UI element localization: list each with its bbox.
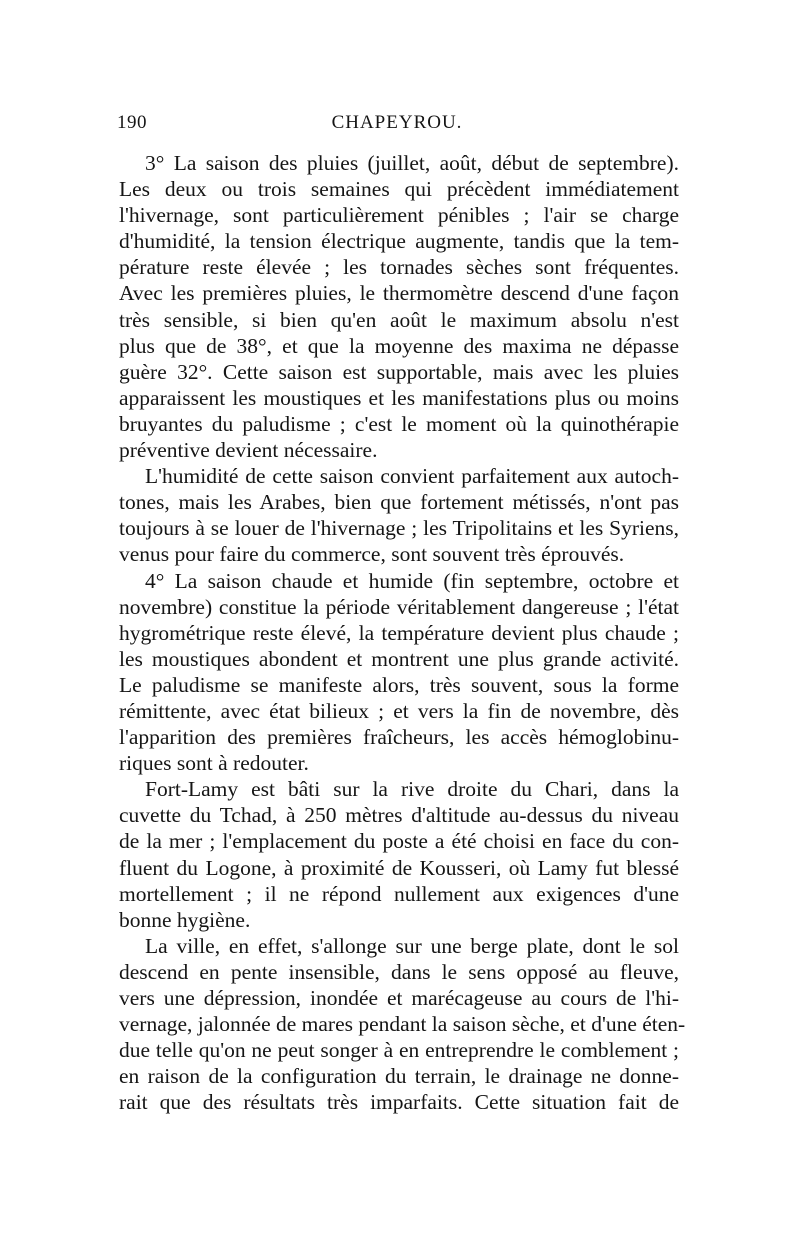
text-line: due telle qu'on ne peut songer à en entreprendre le comblement ; <box>119 1038 679 1063</box>
text-line: tones, mais les Arabes, bien que fortement métissés, n'ont pas <box>119 490 679 515</box>
text-line: préventive devient nécessaire. <box>119 438 378 463</box>
text-line: novembre) constitue la période véritablement dangereuse ; l'état <box>119 594 679 619</box>
text-line: descend en pente insensible, dans le sens opposé au fleuve, <box>119 959 679 984</box>
text-line: vernage, jalonnée de mares pendant la saison sèche, et d'une éten- <box>119 1012 686 1037</box>
text-line: en raison de la configuration du terrain, le drainage ne donne- <box>119 1064 679 1089</box>
text-line: l'apparition des premières fraîcheurs, les accès hémoglobinu- <box>119 725 679 750</box>
text-line: cuvette du Tchad, à 250 mètres d'altitude au-dessus du niveau <box>119 803 679 828</box>
text-line: Le paludisme se manifeste alors, très souvent, sous la forme <box>119 672 679 697</box>
text-line: pérature reste élevée ; les tornades sèches sont fréquentes. <box>119 255 679 280</box>
text-line: fluent du Logone, à proximité de Kousseri, où Lamy fut blessé <box>119 855 679 880</box>
text-line: Les deux ou trois semaines qui précèdent immédiatement <box>119 177 679 202</box>
paragraph <box>119 568 679 777</box>
text-line: rémittente, avec état bilieux ; et vers la fin de novembre, dès <box>119 698 679 723</box>
text-line: L'humidité de cette saison convient parfaitement aux autoch- <box>145 464 679 489</box>
text-line: d'humidité, la tension électrique augmente, tandis que la tem- <box>119 229 679 254</box>
text-line: guère 32°. Cette saison est supportable, mais avec les pluies <box>119 359 679 384</box>
text-line: La ville, en effet, s'allonge sur une berge plate, dont le sol <box>145 933 679 958</box>
text-line: mortellement ; il ne répond nullement aux exigences d'une <box>119 881 679 906</box>
paragraph <box>119 776 679 933</box>
text-line: très sensible, si bien qu'en août le maximum absolu n'est <box>119 307 679 332</box>
page-header <box>117 112 677 140</box>
text-line: Avec les premières pluies, le thermomètre descend d'une façon <box>119 281 679 306</box>
text-line: 4° La saison chaude et humide (fin septembre, octobre et <box>145 568 679 593</box>
body-text <box>119 150 686 1115</box>
text-line: plus que de 38°, et que la moyenne des maxima ne dépasse <box>119 333 679 358</box>
page-number: 190 <box>117 112 147 133</box>
text-line: venus pour faire du commerce, sont souvent très éprouvés. <box>119 542 625 567</box>
text-line: vers une dépression, inondée et marécageuse au cours de l'hi- <box>119 986 679 1010</box>
text-line: Fort-Lamy est bâti sur la rive droite du Chari, dans la <box>145 777 679 802</box>
text-line: apparaissent les moustiques et les manifestations plus ou moins <box>119 385 679 410</box>
text-line: rait que des résultats très imparfaits. Cette situation fait de <box>119 1090 679 1115</box>
text-line: bonne hygiène. <box>119 907 251 932</box>
text-line: riques sont à redouter. <box>119 751 309 776</box>
text-line: les moustiques abondent et montrent une plus grande activité. <box>119 646 679 671</box>
text-line: hygrométrique reste élevé, la température devient plus chaude ; <box>119 620 679 645</box>
paragraph <box>119 463 679 567</box>
text-line: bruyantes du paludisme ; c'est le moment où la quinothérapie <box>119 411 679 436</box>
paragraph <box>119 933 686 1116</box>
text-line: de la mer ; l'emplacement du poste a été choisi en face du con- <box>119 829 679 854</box>
text-line: 3° La saison des pluies (juillet, août, début de septembre). <box>145 151 679 175</box>
text-line: l'hivernage, sont particulièrement pénibles ; l'air se charge <box>119 203 679 228</box>
running-title: CHAPEYROU. <box>331 112 463 133</box>
paragraph <box>119 150 679 463</box>
text-line: toujours à se louer de l'hivernage ; les Tripolitains et les Syriens, <box>119 516 679 541</box>
